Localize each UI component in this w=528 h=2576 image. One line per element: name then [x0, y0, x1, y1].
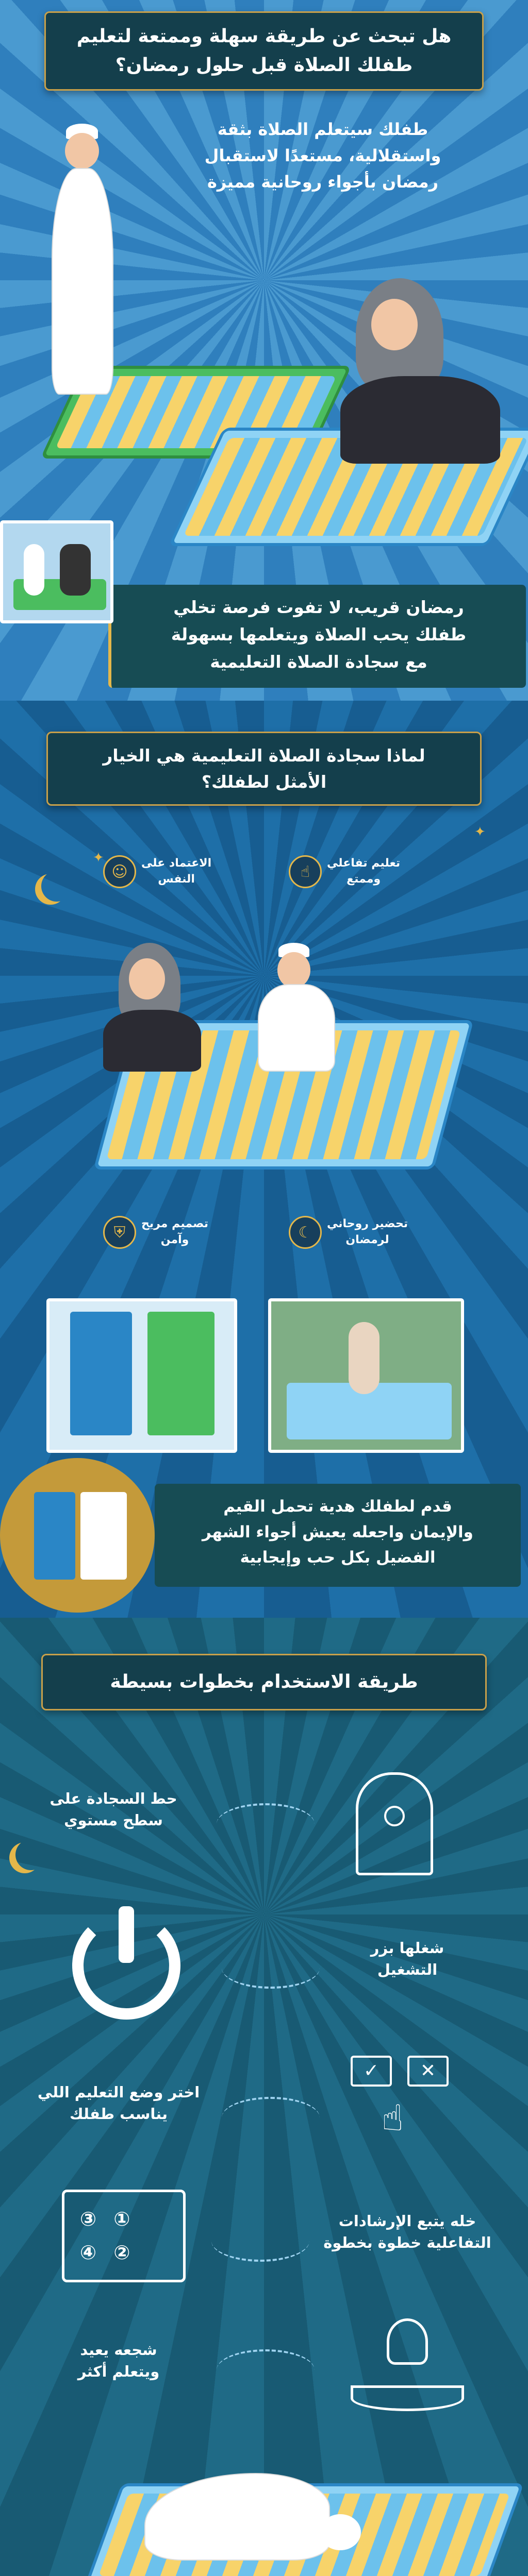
- feature-safe-design: [103, 1216, 208, 1249]
- feature-label-line1: الاعتماد على: [141, 857, 212, 870]
- curved-arrow: [217, 1803, 315, 1844]
- intro-line1: طفلك سيتعلم الصلاة بثقة: [217, 120, 428, 139]
- intro-line2: واستقلالية، مستعدًا لاستقبال: [204, 146, 441, 166]
- hero-intro: [173, 109, 472, 203]
- touch-icon: ☝: [289, 855, 322, 888]
- step-line2: يناسب طفلك: [70, 2105, 168, 2123]
- feature-label-line2: وممتع: [346, 873, 381, 886]
- step-line1: خله يتبع الإرشادات: [338, 2212, 476, 2230]
- moon-icon: ☾: [289, 1216, 322, 1249]
- step-line1: اختر وضع التعليم اللي: [37, 2083, 200, 2101]
- usage-title: [41, 1654, 487, 1710]
- curved-arrow: [217, 2349, 315, 2391]
- step-line1: حط السجادة على: [50, 1790, 177, 1807]
- step-4-text: [315, 2210, 500, 2253]
- star-icon: ✦: [93, 850, 104, 866]
- gift-line1: قدم لطفلك هدية تحمل القيم: [223, 1497, 452, 1516]
- power-icon: [72, 1911, 180, 2020]
- person-icon: ☺: [103, 855, 136, 888]
- hero-section: [0, 0, 528, 701]
- star-icon: ✦: [474, 824, 486, 840]
- feature-label-line1: تحضير روحاني: [327, 1217, 408, 1231]
- cta-line3: مع سجادة الصلاة التعليمية: [210, 651, 427, 672]
- step-line2: التشغيل: [377, 1961, 438, 1979]
- crescent-moon-icon: [15, 1839, 46, 1870]
- feature-label-line2: النفس: [158, 873, 195, 886]
- girl-kneeling-figure: [335, 278, 505, 474]
- hero-headline-line1: هل تبحث عن طريقة سهلة وممتعة لتعليم: [76, 26, 452, 47]
- usage-title-text: طريقة الاستخدام بخطوات بسيطة: [110, 1671, 418, 1692]
- feature-interactive-label: [327, 856, 400, 888]
- curved-arrow: [211, 2221, 309, 2262]
- step-line2: التفاعلية خطوة بخطوة: [323, 2234, 491, 2252]
- feature-ramadan-label: [327, 1216, 408, 1248]
- step-line2: ويتعلم أكثر: [77, 2363, 160, 2381]
- hero-cta-box: [108, 585, 526, 688]
- boy-kneeling-figure: [248, 943, 351, 1077]
- book-numbers-icon: ① ③ ② ④: [62, 2190, 186, 2282]
- product-package-photo: [0, 1458, 155, 1613]
- checklist-icon: ✓ ✕ ☝: [351, 2056, 454, 2148]
- lightbulb-book-icon: [351, 2318, 464, 2416]
- step-1-text: [41, 1788, 186, 1831]
- feature-label-line2: لرمضان: [345, 1233, 389, 1246]
- cta-line2: طفلك يحب الصلاة ويتعلمها بسهولة: [171, 624, 467, 645]
- feature-self-reliance: [103, 855, 211, 888]
- kids-on-mat-photo: [0, 520, 113, 623]
- step-2-text: [340, 1937, 474, 1980]
- step-line2: سطح مستوي: [64, 1811, 163, 1829]
- step-line1: شغلها بزر: [370, 1939, 444, 1957]
- hero-headline: [44, 11, 484, 91]
- shield-icon: ⛨: [103, 1216, 136, 1249]
- usage-section: [0, 1618, 528, 2576]
- step-5-text: [46, 2339, 191, 2382]
- intro-line3: رمضان بأجواء روحانية مميزة: [207, 172, 438, 192]
- prayer-mat-icon: [356, 1772, 433, 1875]
- product-box-photo: [46, 1298, 237, 1453]
- kids-playing-photo: [268, 1298, 464, 1453]
- step-line1: شجعه يعيد: [80, 2341, 157, 2359]
- feature-ramadan-prep: [289, 1216, 408, 1249]
- curved-arrow: [222, 2097, 320, 2138]
- gift-line2: والإيمان واجعله يعيش أجواء الشهر: [202, 1522, 473, 1541]
- boy-standing-figure: [36, 124, 129, 412]
- why-title-line1: لماذا سجادة الصلاة التعليمية هي الخيار: [103, 745, 425, 766]
- gift-line3: الفضيل بكل حب وإيجابية: [240, 1548, 436, 1567]
- why-section: [0, 701, 528, 1618]
- girl-kneeling-figure: [103, 943, 206, 1077]
- feature-label-line1: تصميم مريح: [141, 1217, 209, 1231]
- feature-safe-label: [141, 1216, 208, 1248]
- hero-headline-line2: طفلك الصلاة قبل حلول رمضان؟: [115, 54, 413, 76]
- cta-line1: رمضان قريب، لا تفوت فرصة تخلي: [173, 597, 464, 617]
- feature-label-line1: تعليم تفاعلي: [327, 857, 401, 870]
- boy-prostrating-figure: [144, 2452, 371, 2566]
- curved-arrow: [222, 1947, 320, 1989]
- crescent-moon-icon: [41, 871, 72, 902]
- gift-message-box: [155, 1484, 521, 1587]
- why-title: [46, 732, 482, 806]
- step-3-text: [26, 2081, 211, 2125]
- why-title-line2: الأمثل لطفلك؟: [201, 772, 327, 792]
- feature-self-reliance-label: [141, 856, 211, 888]
- feature-interactive: [289, 855, 400, 888]
- feature-label-line2: وآمن: [160, 1233, 189, 1246]
